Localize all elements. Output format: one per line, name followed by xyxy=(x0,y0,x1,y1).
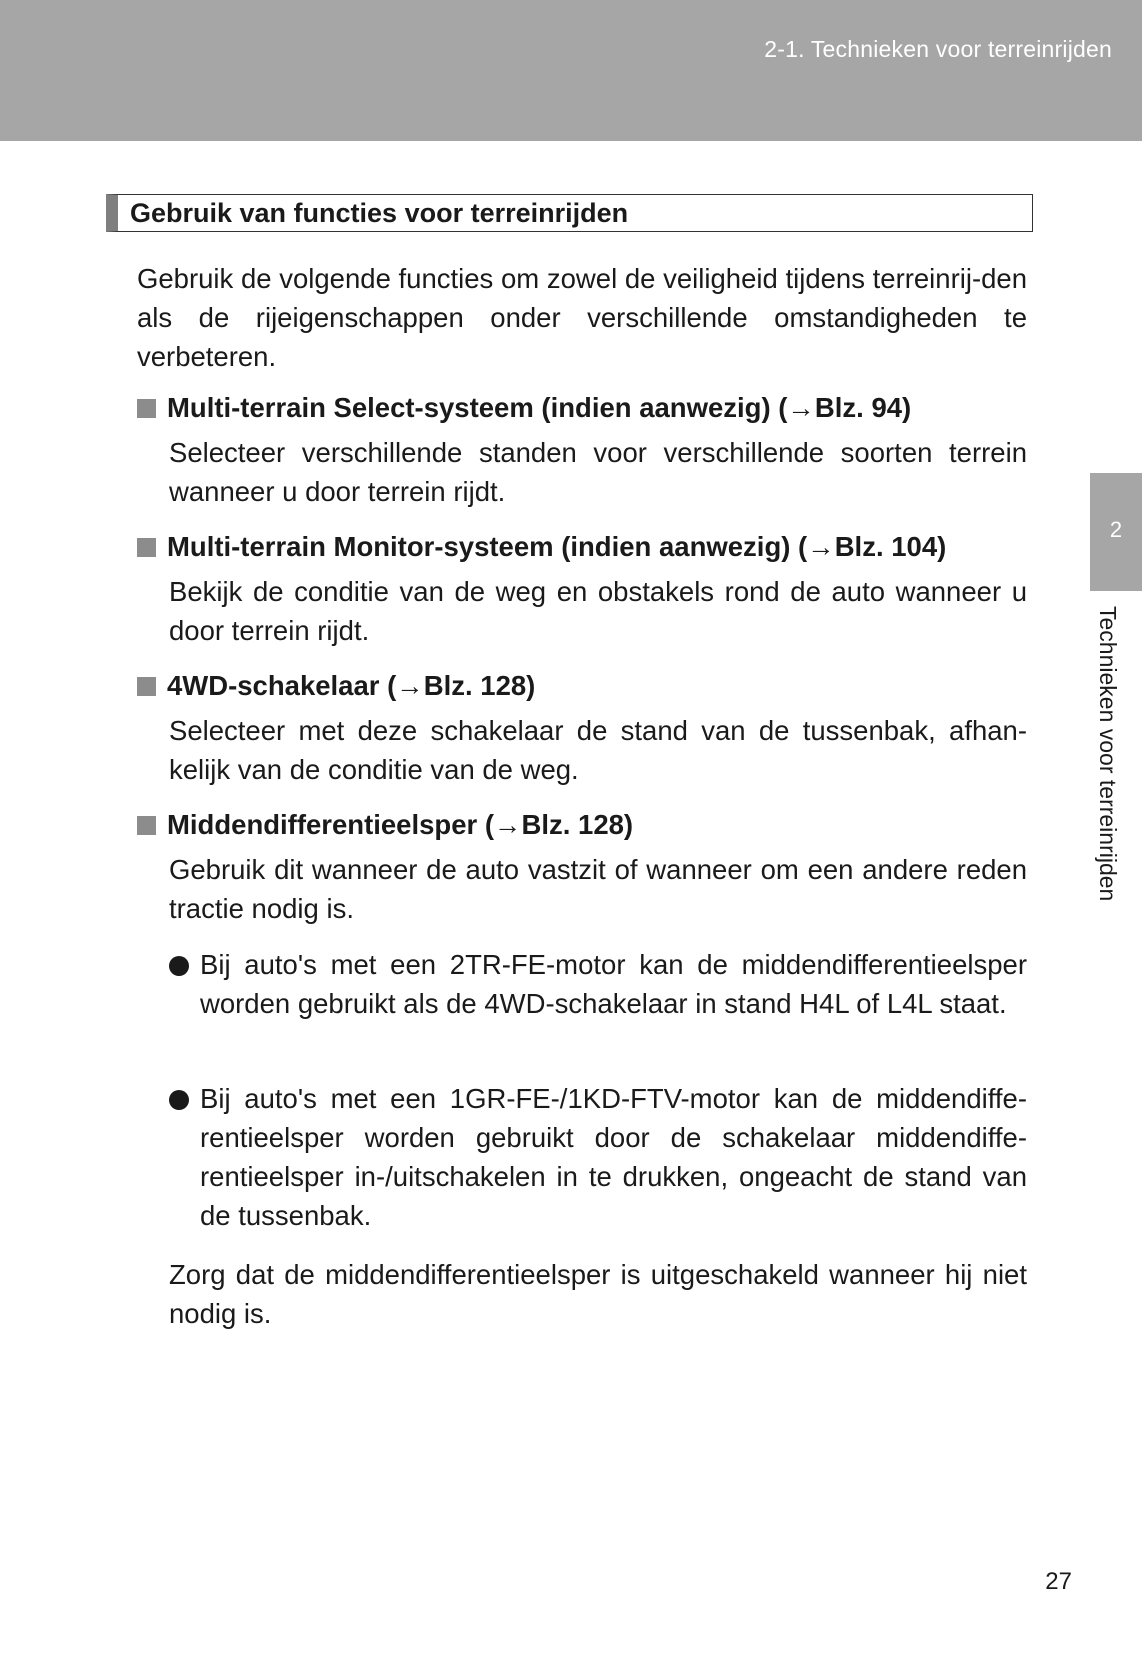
item-body: Selecteer met deze schakelaar de stand van de tussenbak, afhan-kelijk van de conditie van de weg. xyxy=(169,715,1027,785)
square-bullet-icon xyxy=(137,399,156,418)
bullet-dot-icon xyxy=(169,956,189,976)
item-heading xyxy=(137,527,946,566)
item-body: Gebruik dit wanneer de auto vastzit of wanneer om een andere reden tractie nodig is. xyxy=(169,854,1027,924)
square-bullet-icon xyxy=(137,538,156,557)
chapter-tab-number: 2 xyxy=(1109,517,1123,542)
bullet-text: Bij auto's met een 1GR-FE-/1KD-FTV-motor kan de middendiffe-rentieelsper worden gebruikt door de schakelaar middendiffe-rentieelsper in-/uitschakelen in te drukken, ongeacht de stand van de tussenbak. xyxy=(200,1083,1027,1231)
square-bullet-icon xyxy=(137,677,156,696)
bullet-item xyxy=(169,1079,1027,1235)
chapter-tab xyxy=(1090,473,1142,591)
bullet-text: Bij auto's met een 2TR-FE-motor kan de middendifferentieelsper worden gebruikt als de 4WD-schakelaar in stand H4L of L4L staat. xyxy=(200,949,1027,1019)
item-heading-text: Multi-terrain Select-systeem (indien aanwezig) (→Blz. 94) xyxy=(167,392,912,423)
chapter-side-label: Technieken voor terreinrijden xyxy=(1095,606,1121,902)
header-band xyxy=(0,0,1142,141)
item-heading xyxy=(137,666,535,705)
item-heading xyxy=(137,805,633,844)
section-title: Gebruik van functies voor terreinrijden xyxy=(130,198,629,228)
section-heading-box xyxy=(106,194,1033,232)
closing-note: Zorg dat de middendifferentieelsper is uitgeschakeld wanneer hij niet nodig is. xyxy=(169,1259,1027,1329)
item-body: Selecteer verschillende standen voor verschillende soorten terrein wanneer u door terrein rijdt. xyxy=(169,437,1027,507)
square-bullet-icon xyxy=(137,816,156,835)
item-heading xyxy=(137,388,911,427)
page-number: 27 xyxy=(1045,1568,1072,1595)
item-heading-text: Multi-terrain Monitor-systeem (indien aanwezig) (→Blz. 104) xyxy=(167,531,947,562)
bullet-item xyxy=(169,945,1027,1023)
chapter-title: 2-1. Technieken voor terreinrijden xyxy=(764,36,1112,62)
item-body: Bekijk de conditie van de weg en obstakels rond de auto wanneer u door terrein rijdt. xyxy=(169,576,1027,646)
intro-paragraph: Gebruik de volgende functies om zowel de veiligheid tijdens terreinrij-den als de rijeigenschappen onder verschillende omstandigheden te verbeteren. xyxy=(137,263,1027,372)
bullet-dot-icon xyxy=(169,1090,189,1110)
item-heading-text: Middendifferentieelsper (→Blz. 128) xyxy=(167,809,634,840)
item-heading-text: 4WD-schakelaar (→Blz. 128) xyxy=(167,670,536,701)
